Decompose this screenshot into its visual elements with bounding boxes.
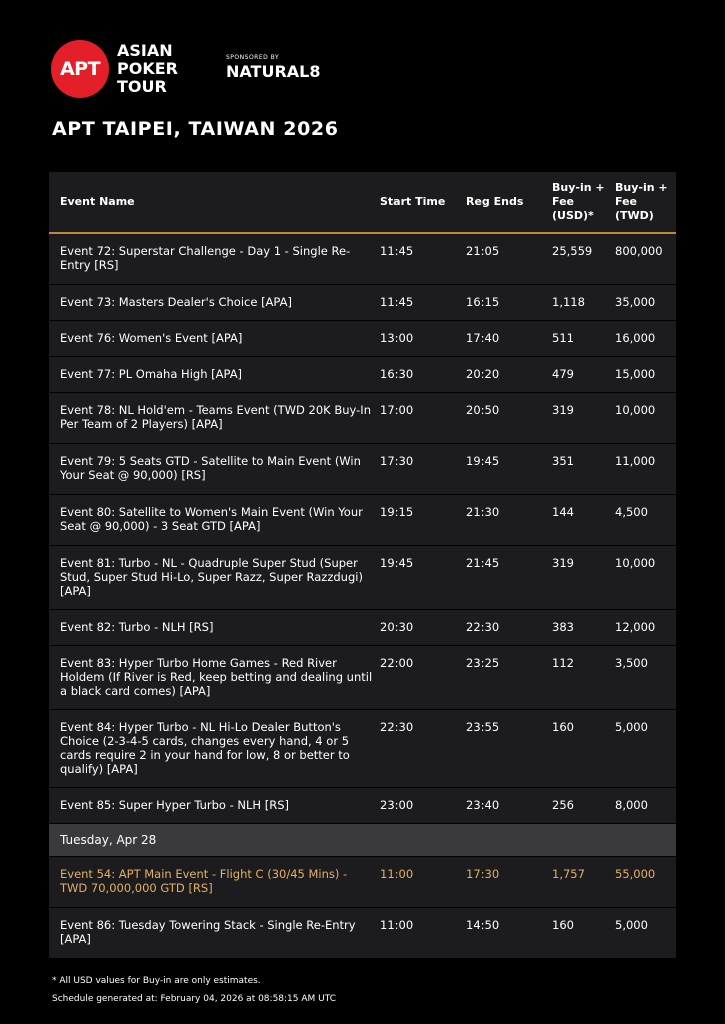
table-row (49, 495, 676, 546)
buyin-usd-cell: 160 (552, 720, 574, 734)
buyin-usd-cell: 383 (552, 620, 574, 634)
reg-ends-cell: 21:05 (466, 244, 500, 258)
start-time-cell: 11:00 (380, 867, 414, 881)
sponsor-label: SPONSORED BY (226, 54, 280, 61)
sponsor-block (226, 54, 320, 81)
footer (52, 972, 336, 1008)
table-row (49, 393, 676, 444)
page-title: APT TAIPEI, TAIWAN 2026 (52, 118, 339, 140)
buyin-twd-cell: 8,000 (615, 798, 648, 812)
buyin-twd-cell: 35,000 (615, 295, 656, 309)
table-row (49, 908, 676, 959)
buyin-twd-cell: 10,000 (615, 556, 656, 570)
logo-line-1: ASIAN (117, 41, 173, 60)
col-buyin-usd: Buy-in + Fee (USD)* (552, 181, 605, 222)
day-divider: Tuesday, Apr 28 (49, 824, 676, 857)
start-time-cell: 22:00 (380, 656, 414, 670)
buyin-twd-cell: 10,000 (615, 403, 656, 417)
brand-header (51, 40, 351, 100)
table-row (49, 857, 676, 908)
col-event-name: Event Name (60, 195, 135, 208)
event-name-cell: Event 78: NL Hold'em - Teams Event (TWD 20K Buy-In Per Team of 2 Players) [APA] (60, 403, 371, 431)
col-buyin-twd: Buy-in + Fee (TWD) (615, 181, 668, 222)
reg-ends-cell: 14:50 (466, 918, 500, 932)
sponsor-logo: NATURAL8 (226, 62, 321, 81)
buyin-usd-cell: 256 (552, 798, 574, 812)
reg-ends-cell: 16:15 (466, 295, 500, 309)
table-row (49, 610, 676, 646)
table-header (49, 172, 676, 234)
logo-line-3: TOUR (117, 77, 167, 96)
table-row (49, 646, 676, 710)
event-name-cell: Event 79: 5 Seats GTD - Satellite to Main Event (Win Your Seat @ 90,000) [RS] (60, 454, 361, 482)
reg-ends-cell: 23:55 (466, 720, 500, 734)
buyin-twd-cell: 16,000 (615, 331, 656, 345)
table-row (49, 546, 676, 610)
start-time-cell: 17:30 (380, 454, 414, 468)
event-name-cell: Event 85: Super Hyper Turbo - NLH [RS] (60, 798, 289, 812)
buyin-twd-cell: 4,500 (615, 505, 648, 519)
event-name-cell: Event 72: Superstar Challenge - Day 1 - Single Re-Entry [RS] (60, 244, 351, 272)
footer-generated: Schedule generated at: February 04, 2026 at 08:58:15 AM UTC (52, 994, 336, 1004)
table-row (49, 710, 676, 788)
event-name-cell: Event 82: Turbo - NLH [RS] (60, 620, 214, 634)
buyin-twd-cell: 800,000 (615, 244, 663, 258)
buyin-usd-cell: 1,118 (552, 295, 585, 309)
table-row (49, 357, 676, 393)
start-time-cell: 16:30 (380, 367, 414, 381)
reg-ends-cell: 20:50 (466, 403, 500, 417)
apt-logo: APT (51, 40, 109, 98)
buyin-usd-cell: 112 (552, 656, 574, 670)
event-name-cell: Event 76: Women's Event [APA] (60, 331, 243, 345)
table-row (49, 285, 676, 321)
buyin-twd-cell: 15,000 (615, 367, 656, 381)
buyin-usd-cell: 25,559 (552, 244, 593, 258)
reg-ends-cell: 20:20 (466, 367, 500, 381)
logo-line-2: POKER (117, 59, 178, 78)
start-time-cell: 13:00 (380, 331, 414, 345)
start-time-cell: 17:00 (380, 403, 414, 417)
buyin-twd-cell: 5,000 (615, 720, 648, 734)
event-name-cell: Event 54: APT Main Event - Flight C (30/45 Mins) - TWD 70,000,000 GTD [RS] (60, 867, 348, 895)
start-time-cell: 23:00 (380, 798, 414, 812)
footer-note: * All USD values for Buy-in are only estimates. (52, 976, 261, 986)
col-start-time: Start Time (380, 195, 446, 208)
buyin-usd-cell: 511 (552, 331, 574, 345)
event-name-cell: Event 81: Turbo - NL - Quadruple Super Stud (Super Stud, Super Stud Hi-Lo, Super Razz, Super Razzdugi) [APA] (60, 556, 363, 598)
buyin-twd-cell: 3,500 (615, 656, 648, 670)
schedule-table (49, 172, 676, 959)
buyin-twd-cell: 55,000 (615, 867, 656, 881)
reg-ends-cell: 17:30 (466, 867, 500, 881)
table-row (49, 788, 676, 824)
start-time-cell: 19:45 (380, 556, 414, 570)
event-name-cell: Event 84: Hyper Turbo - NL Hi-Lo Dealer Button's Choice (2-3-4-5 cards, changes every hand, 4 or 5 cards require 2 in your hand for low, 8 or better to qualify) [APA] (60, 720, 350, 776)
table-row (49, 444, 676, 495)
start-time-cell: 11:45 (380, 295, 414, 309)
buyin-usd-cell: 319 (552, 403, 574, 417)
event-name-cell: Event 80: Satellite to Women's Main Event (Win Your Seat @ 90,000) - 3 Seat GTD [APA] (60, 505, 363, 533)
reg-ends-cell: 23:40 (466, 798, 500, 812)
col-reg-ends: Reg Ends (466, 195, 524, 208)
reg-ends-cell: 23:25 (466, 656, 500, 670)
logo-wordmark (117, 42, 178, 96)
event-name-cell: Event 73: Masters Dealer's Choice [APA] (60, 295, 292, 309)
buyin-usd-cell: 479 (552, 367, 574, 381)
buyin-usd-cell: 319 (552, 556, 574, 570)
buyin-usd-cell: 160 (552, 918, 574, 932)
buyin-usd-cell: 144 (552, 505, 574, 519)
reg-ends-cell: 19:45 (466, 454, 500, 468)
start-time-cell: 19:15 (380, 505, 414, 519)
event-name-cell: Event 86: Tuesday Towering Stack - Single Re-Entry [APA] (60, 918, 356, 946)
start-time-cell: 11:45 (380, 244, 414, 258)
event-name-cell: Event 83: Hyper Turbo Home Games - Red River Holdem (If River is Red, keep betting and dealing until a black card comes) [APA] (60, 656, 373, 698)
reg-ends-cell: 21:45 (466, 556, 500, 570)
reg-ends-cell: 17:40 (466, 331, 500, 345)
buyin-usd-cell: 1,757 (552, 867, 585, 881)
buyin-twd-cell: 11,000 (615, 454, 656, 468)
event-name-cell: Event 77: PL Omaha High [APA] (60, 367, 243, 381)
table-row (49, 321, 676, 357)
start-time-cell: 20:30 (380, 620, 414, 634)
table-row (49, 234, 676, 285)
buyin-twd-cell: 12,000 (615, 620, 656, 634)
reg-ends-cell: 21:30 (466, 505, 500, 519)
start-time-cell: 11:00 (380, 918, 414, 932)
reg-ends-cell: 22:30 (466, 620, 500, 634)
buyin-usd-cell: 351 (552, 454, 574, 468)
start-time-cell: 22:30 (380, 720, 414, 734)
buyin-twd-cell: 5,000 (615, 918, 648, 932)
